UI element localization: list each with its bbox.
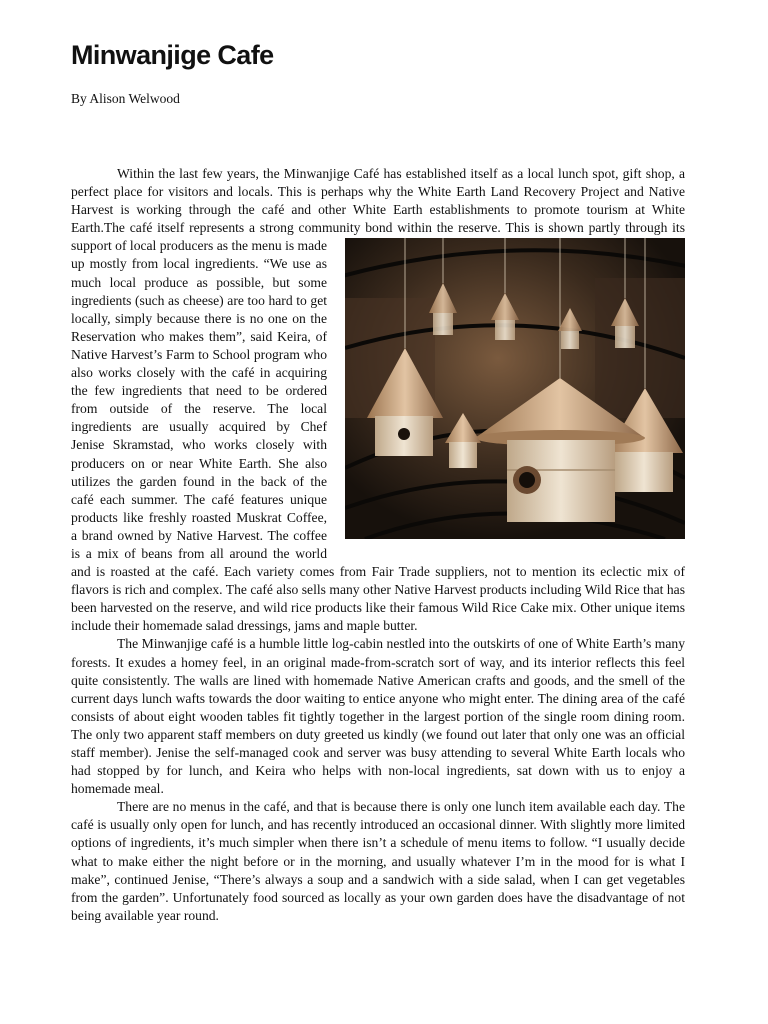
article-title: Minwanjige Cafe <box>71 40 274 70</box>
article-body <box>71 165 685 925</box>
paragraph-2: The Minwanjige café is a humble little log-cabin nestled into the outskirts of one of White Earth’s many forests. It exudes a homey feel, in an original made-from-scratch sort of way, and its interior reflects this feel quite consistently. The walls are lined with homemade Native American crafts and goods, and the smell of the current days lunch wafts towards the door waiting to entice anyone who might enter. The dining area of the café consists of about eight wooden tables fit tightly together in the largest portion of the single room dining room. The only two apparent staff members on duty greeted us kindly (we found out later that only one was an official staff member). Jenise the self-managed cook and server was busy attending to several White Earth locals who had stopped by for lunch, and Keira who helps with non-local ingredients, sat down with us to enjoy a homemade meal. <box>71 636 685 797</box>
paragraph-3: There are no menus in the café, and that is because there is only one lunch item available each day. The café is usually only open for lunch, and has recently introduced an occasional dinner. With slightly more limited options of ingredients, it’s much simpler when there isn’t a schedule of menu items to follow. “I usually decide what to make either the night before or in the morning, and usually whatever I’m in the mood for is what I make”, continued Jenise, “There’s always a soup and a sandwich with a side salad, when I can get vegetables from the garden”. Unfortunately food sourced as locally as your own garden does have the disadvantage of not being available year round. <box>71 799 685 923</box>
birdhouse-photo <box>345 238 685 539</box>
paragraph-1: Within the last few years, the Minwanjige Café has established itself as a local lunch spot, gift shop, a perfect place for visitors and locals. This is perhaps why the White Earth Land Recovery Project and Native Harvest is working through the café and other White Earth establishments to promote tourism at White Earth.The café itself represents a strong community bond within the reserve. This is shown partly through its support of local producers as the menu is made up mostly from local ingredients. “We use as much local produce as possible, but some ingredients (such as cheese) are too hard to get locally, simply because there is no one on the Reservation who makes them”, said Keira, of Native Harvest’s Farm to School program who also works closely with the café in acquiring the few ingredients that need to be ordered from outside of the reserve. The local ingredients are usually acquired by Chef Jenise Skramstad, who works closely with producers on or near White Earth. She also utilizes the garden found in the back of the café each summer. The café features unique products like freshly roasted Muskrat Coffee, a brand owned by Native Harvest. The coffee is a mix of beans from all around the world and is roasted at the café. Each variety comes from Fair Trade suppliers, not to mention its eclectic mix of flavors is rich and complex. The café also sells many other Native Harvest products including Wild Rice that has been harvested on the reserve, and wild rice products like their famous Wild Rice Cake mix. Other unique items include their homemade salad dressings, jams and maple butter. <box>71 165 685 635</box>
birdhouse-illustration <box>345 238 685 539</box>
article-byline: By Alison Welwood <box>71 91 180 106</box>
